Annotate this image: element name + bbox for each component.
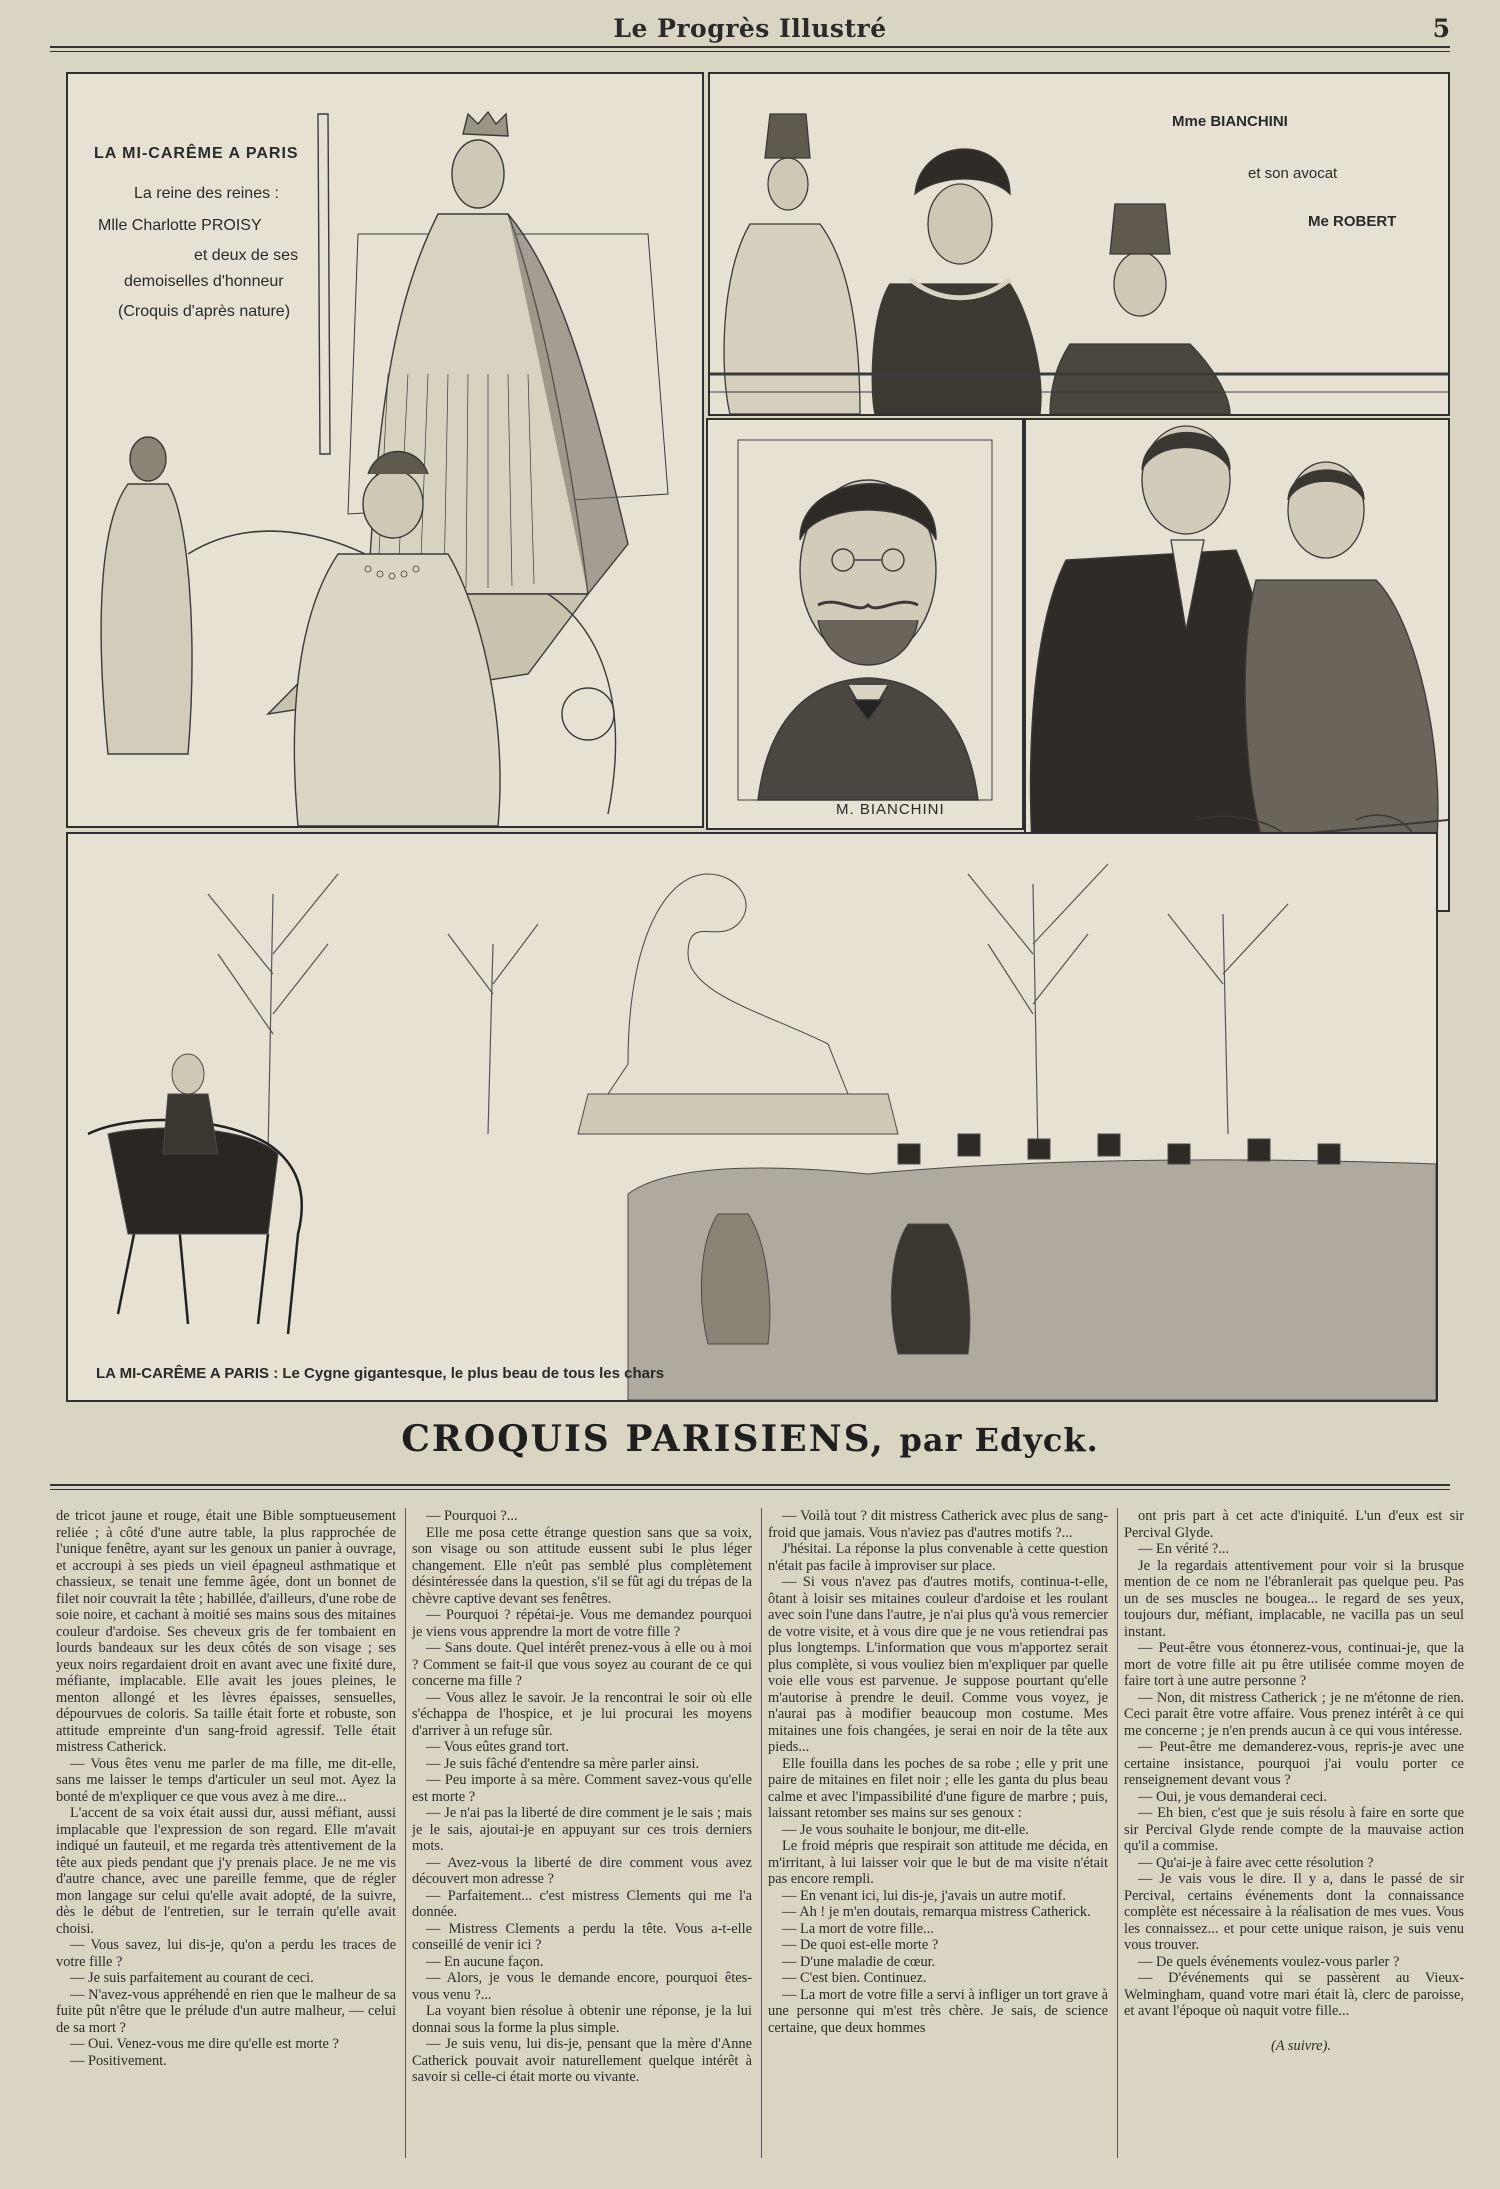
paragraph: — La mort de votre fille a servi à infliger un tort grave à une personne qui m'est très chère. Je sais, de science certaine, que deux hommes [768, 1986, 1108, 2036]
article-title [0, 1418, 1500, 1460]
paragraph: — Je suis venu, lui dis-je, pensant que la mère d'Anne Catherick pouvait avoir naturellement quelque intérêt à savoir si celle-ci était morte ou vivante. [412, 2036, 752, 2085]
article-rule [50, 1484, 1450, 1490]
queen-caption-line4: demoiselles d'honneur [124, 273, 284, 290]
queen-caption-line5: (Croquis d'après nature) [118, 303, 291, 320]
text-column-3 [768, 1508, 1108, 2036]
court-label-madame: Mme BIANCHINI [1172, 113, 1288, 130]
to-be-continued: (A suivre). [1271, 2037, 1331, 2054]
parade-caption: LA MI-CARÊME A PARIS : Le Cygne gigantesque, le plus beau de tous les chars [96, 1365, 665, 1382]
paragraph: — Pourquoi ?... [426, 1508, 518, 1524]
illustration-portrait [706, 418, 1024, 830]
queen-caption-line1: La reine des reines : [134, 185, 279, 202]
paragraph: — Voilà tout ? dit mistress Catherick avec plus de sang-froid que jamais. Vous n'aviez pas d'autres motifs ?... [768, 1508, 1108, 1541]
paragraph: — Oui. Venez-vous me dire qu'elle est morte ? [70, 2036, 339, 2052]
column-separator [405, 1508, 406, 2158]
paragraph: — De quoi est-elle morte ? [782, 1937, 939, 1953]
portrait-label: M. BIANCHINI [836, 801, 945, 818]
journal-title: Le Progrès Illustré [613, 14, 887, 43]
paragraph: — Non, dit mistress Catherick ; je ne m'étonne de rien. Ceci parait être votre affaire. Vous prenez intérêt à ce qui me concerne ; je n'en prends aucun à ce qui vous intéresse. [1124, 1689, 1464, 1739]
paragraph: — Peut-être vous étonnerez-vous, continuai-je, que la mort de votre fille ait pu être utilisée comme moyen de faire tort à une autre personne ? [1124, 1640, 1464, 1689]
paragraph: J'hésitai. La réponse la plus convenable à cette question n'était pas facile à improviser sur place. [768, 1541, 1108, 1574]
header-rule [50, 46, 1450, 52]
paragraph: — Peut-être me demanderez-vous, repris-je avec une certaine insistance, pourquoi j'ai voulu porter ce renseignement devant vous ? [1124, 1739, 1464, 1788]
paragraph: — Oui, je vous demanderai ceci. [1138, 1788, 1328, 1805]
paragraph: — Alors, je vous le demande encore, pourquoi êtes-vous venu ?... [412, 1970, 752, 2003]
paragraph: — Vous eûtes grand tort. [426, 1739, 569, 1755]
page-header [50, 10, 1450, 46]
court-label-avocat: et son avocat [1248, 165, 1338, 182]
paragraph: La voyant bien résolue à obtenir une réponse, je la lui donnai sous la forme la plus simple. [412, 2003, 752, 2036]
paragraph: — Avez-vous la liberté de dire comment vous avez découvert mon adresse ? [412, 1854, 752, 1887]
paragraph: — Je vais vous le dire. Il y a, dans le passé de sir Percival, certains événements dont la connaissance complète est nécessaire à la réalisation de mes vues. Vous les connaissez... et pour cette unique raison, je suis venu vous trouver. [1124, 1871, 1464, 1953]
illustration-court-scene [708, 72, 1450, 416]
engraving-parade [68, 834, 1436, 1400]
article-author: par Edyck. [899, 1421, 1099, 1459]
text-column-1 [56, 1508, 396, 2069]
paragraph: — Positivement. [70, 2052, 167, 2069]
paragraph: — Parfaitement... c'est mistress Clements qui me l'a donnée. [412, 1887, 752, 1920]
paragraph: Elle me posa cette étrange question sans que sa voix, son visage ou son attitude eussent subi le plus léger changement. Elle n'eût pas semblé plus complètement désintéressée dans la question, s'il se fût agi du trépas de la chèvre captive devant ses fenêtres. [412, 1524, 752, 1607]
illustration-parade [66, 832, 1438, 1402]
article-title-main: CROQUIS PARISIENS, [401, 1418, 885, 1460]
paragraph: — Sans doute. Quel intérêt prenez-vous à elle ou à moi ? Comment se fait-il que vous soyez au courant de ce qui concerne ma fille ? [412, 1640, 752, 1689]
paragraph: — Je suis parfaitement au courant de ceci. [70, 1970, 314, 1986]
column-separator [1117, 1508, 1118, 2158]
queen-caption-line2: Mlle Charlotte PROISY [98, 217, 262, 234]
paragraph: — En vérité ?... [1138, 1541, 1230, 1557]
paragraph: — Je n'ai pas la liberté de dire comment je le sais ; mais je le sais, ajoutai-je en appuyant sur ces trois derniers mots. [412, 1805, 752, 1854]
paragraph: — Eh bien, c'est que je suis résolu à faire en sorte que sir Percival Glyde rende compte de la mauvaise action qu'il a commise. [1124, 1805, 1464, 1854]
paragraph: — Ah ! je m'en doutais, remarqua mistress Catherick. [782, 1904, 1091, 1920]
paragraph: — En aucune façon. [426, 1953, 544, 1970]
engraving-portrait [708, 420, 1022, 828]
paragraph: — En venant ici, lui dis-je, j'avais un autre motif. [782, 1887, 1066, 1904]
queen-caption-title: LA MI-CARÊME A PARIS [94, 145, 299, 162]
text-column-4 [1124, 1508, 1464, 2054]
paragraph: ont pris part à cet acte d'iniquité. L'un d'eux est sir Percival Glyde. [1124, 1508, 1464, 1541]
page-number: 5 [1432, 14, 1450, 43]
paragraph: Elle fouilla dans les poches de sa robe ; elle y prit une paire de mitaines en filet noir ; elle les ganta du plus beau calme et avec l'impassibilité d'une figure de marbre ; puis, laissant retomber ses mains sur ses genoux : [768, 1755, 1108, 1821]
paragraph: — D'une maladie de cœur. [782, 1953, 936, 1970]
queen-caption-line3: et deux de ses [194, 247, 299, 264]
paragraph: — De quels événements voulez-vous parler ? [1138, 1953, 1400, 1970]
paragraph: — Mistress Clements a perdu la tête. Vous a-t-elle conseillé de venir ici ? [412, 1920, 752, 1953]
paragraph: — Je suis fâché d'entendre sa mère parler ainsi. [426, 1755, 700, 1772]
paragraph: — Vous savez, lui dis-je, qu'on a perdu les traces de votre fille ? [56, 1937, 396, 1970]
paragraph: — C'est bien. Continuez. [782, 1970, 927, 1986]
paragraph: — Peu importe à sa mère. Comment savez-vous qu'elle est morte ? [412, 1772, 752, 1805]
illustration-carnival-queen [66, 72, 704, 828]
paragraph: Le froid mépris que respirait son attitude me décida, en m'irritant, à lui laisser voir que le but de ma visite n'était pas encore rempli. [768, 1838, 1108, 1887]
paragraph: — Qu'ai-je à faire avec cette résolution ? [1138, 1854, 1374, 1871]
paragraph: L'accent de sa voix était aussi dur, aussi méfiant, aussi implacable que l'expression de son regard. Elle m'avait indiqué un fauteuil, et me regarda très attentivement de la tête aux pieds pendant que j'y prenais place. Je ne me vis d'autre chance, avec une pareille femme, que de régler mon langage sur celui qu'elle avait adopté, de la suivre, dès le début de l'entretien, sur le terrain qu'elle avait choisi. [56, 1805, 396, 1937]
paragraph: — Si vous n'avez pas d'autres motifs, continua-t-elle, ôtant à loisir ses mitaines couleur d'ardoise et les roulant avec soin l'une dans l'autre, je n'ai plus qu'à vous remercier de votre visite, et à vous dire que je ne vous retiendrai pas plus longtemps. L'information que vous m'apportez serait plus complète, si vous vouliez bien m'expliquer par quelle voie elle vous est parvenue. Je suppose pourtant qu'elle m'autorise à prendre le deuil. Comme vous voyez, je n'aurai pas à modifier beaucoup mon costume. Mes mitaines une fois changées, je serai en noir de la tête aux pieds... [768, 1574, 1108, 1755]
paragraph: — Vous êtes venu me parler de ma fille, me dit-elle, sans me laisser le temps d'articuler un seul mot. Ayez la bonté de m'expliquer ce que vous avez à me dire... [56, 1755, 396, 1805]
paragraph: Je la regardais attentivement pour voir si la brusque mention de ce nom ne l'ébranlerait pas quelque peu. Pas un de ses muscles ne bougea... le regard de ses yeux, toujours dur, méfiant, implacable, ne vacilla pas un seul instant. [1124, 1557, 1464, 1640]
paragraph: — Vous allez le savoir. Je la rencontrai le soir où elle s'échappa de l'hospice, et je lui procurai les moyens d'arriver à un refuge sûr. [412, 1689, 752, 1739]
text-column-2 [412, 1508, 752, 2086]
paragraph: — La mort de votre fille... [782, 1920, 934, 1937]
column-separator [761, 1508, 762, 2158]
engraving-court [710, 74, 1448, 414]
paragraph: — N'avez-vous appréhendé en rien que le malheur de sa fuite pût n'être que le prélude d'un autre malheur, — celui de sa mort ? [56, 1986, 396, 2036]
paragraph: de tricot jaune et rouge, était une Bible somptueusement reliée ; à côté d'une autre table, la plus rapprochée de l'unique fenêtre, ayant sur les genoux un panier à ouvrage, et accroupi à ses pieds un vieil épagneul asthmatique et chassieux, se tenait une femme âgée, dont un bonnet de filet noir couvrait la tête ; habillée, d'ailleurs, d'une robe de soie noire, et cachant à moitié ses mains sous des mitaines couleur d'ardoise. Ses cheveux gris de fer tombaient en lourds bandeaux sur les deux côtés de son visage ; ses yeux noirs regardaient droit en avant avec une fixité dure, méfiante, implacable. Elle avait les joues pleines, le menton allongé et les lèvres épaisses, sensuelles, dépourvues de coloris. Sa taille était forte et robuste, son attitude empreinte d'un sang-froid agressif. Telle était mistress Catherick. [56, 1508, 396, 1755]
paragraph: — Pourquoi ? répétai-je. Vous me demandez pourquoi je viens vous apprendre la mort de votre fille ? [412, 1607, 752, 1640]
paragraph: — Je vous souhaite le bonjour, me dit-elle. [782, 1821, 1029, 1838]
court-label-robert: Me ROBERT [1308, 213, 1397, 230]
paragraph: — D'événements qui se passèrent au Vieux-Welmingham, quand votre mari était là, clerc de paroisse, et avant l'époque où naquit votre fille... [1124, 1970, 1464, 2019]
